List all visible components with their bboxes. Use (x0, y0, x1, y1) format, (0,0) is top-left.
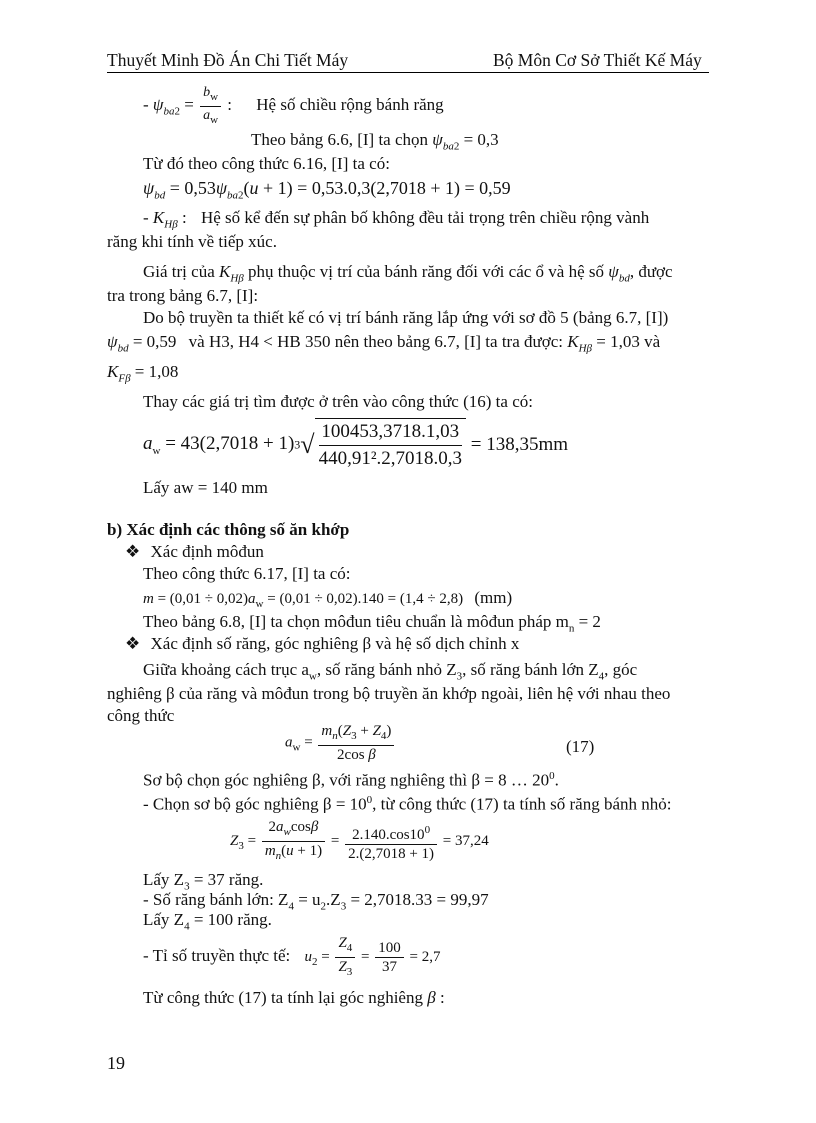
header-divider (107, 72, 709, 73)
eq17-label: (17) (566, 737, 595, 756)
giua-line-1: Giữa khoảng cách trục $a_w$, số răng bánh nhỏ $Z_3$, số răng bánh lớn $Z_4$, góc (143, 660, 638, 683)
section-b-heading: b) Xác định các thông số ăn khớp (107, 520, 350, 539)
aw-formula: $a_w = 43(2,7018 + 1)3√$ $\frac{100453,3718.1,03}{\text{440,91².2,7018.0,3}}$ = 138,35mm (143, 418, 568, 472)
bullet-modun: ❖ Xác định môđun (125, 542, 264, 561)
psi-bd-formula: $\psi_{bd} = 0,53\psi_{ba2}(u + 1) = 0,53.0,3(2,7018 + 1) = 0,59$ (143, 178, 511, 202)
lay-z3: Lấy $Z_3 = 37$ răng. (143, 870, 264, 893)
diamond-bullet-icon: ❖ (125, 634, 141, 653)
from-617-line: Theo công thức 6.17, [I] ta có: (143, 564, 351, 583)
chon-so-bo-line: - Chọn sơ bộ góc nghiêng $\beta = 10^0$, từ công thức (17) ta tính số răng bánh nhỏ: (143, 794, 672, 814)
ti-so-line: - Tỉ số truyền thực tế: $u_2$ = $\frac{Z_4}{Z_3}$ = $\frac{100}{37}$ = 2,7 (143, 935, 441, 978)
lay-z4: Lấy $Z_4 = 100$ răng. (143, 910, 272, 933)
giua-line-3: công thức (107, 706, 175, 725)
table68-line: Theo bảng 6.8, [I] ta chọn môđun tiêu chuẩn là môđun pháp $m_n = 2$ (143, 612, 601, 635)
bullet-so-rang: ❖ Xác định số răng, góc nghiêng β và hệ số dịch chỉnh x (125, 634, 520, 653)
khb-description: - $K_{H\beta}$ : Hệ số kể đến sự phân bố không đều tải trọng trên chiều rộng vành (143, 208, 650, 231)
page-number: 19 (107, 1053, 125, 1073)
do-bo-line-cont: $\psi_{bd} = 0,59$ và H3, H4 < HB 350 nên theo bảng 6.7, [I] ta tra được: $K_{H\beta} = 1,03$ và (107, 332, 661, 355)
header-right-title: Bộ Môn Cơ Sở Thiết Kế Máy (493, 50, 702, 70)
kfb-value: $K_{F\beta} = 1,08$ (107, 362, 179, 385)
z3-formula: $Z_3$ = $\frac{2a_w\cos\beta}{m_n(u + 1)}$ = $\frac{2.140.\cos 10^0}{2.(2,7018 + 1)}$ = 37,24 (230, 819, 489, 862)
so-rang-lon: - Số răng bánh lớn: $Z_4 = u_2.Z_3 = 2,7018.33 = 99,97$ (143, 890, 489, 913)
giua-line-2: nghiêng β của răng và môđun trong bộ truyền ăn khớp ngoài, liên hệ với nhau theo (107, 684, 671, 703)
tinh-lai-line: Từ công thức (17) ta tính lại góc nghiêng β : (143, 988, 445, 1007)
khb-value-line: Giá trị của $K_{H\beta}$ phụ thuộc vị trí của bánh răng đối với các ổ và hệ số $\psi_{bd}$, được (143, 262, 673, 285)
eq17-formula: $a_w$ = $\frac{m_n(Z_3 + Z_4)}{\text{2cos β}}$ (285, 722, 396, 764)
khb-description-cont: răng khi tính về tiếp xúc. (107, 232, 277, 251)
so-bo-line: Sơ bộ chọn góc nghiêng β, với răng nghiêng thì β = 8 … $20^0$. (143, 770, 559, 790)
thay-line: Thay các giá trị tìm được ở trên vào công thức (16) ta có: (143, 392, 533, 411)
khb-value-line-cont: tra trong bảng 6.7, [I]: (107, 286, 259, 305)
lay-aw: Lấy aw = 140 mm (143, 478, 268, 497)
table66-line: Theo bảng 6.6, [I] ta chọn $\psi_{ba2} = 0,3$ (251, 130, 499, 153)
psi-ba2-definition: - $\psi_{ba2}$ = $\frac{b_w}{a_w}$ : Hệ số chiều rộng bánh răng (143, 85, 444, 126)
do-bo-line: Do bộ truyền ta thiết kế có vị trí bánh răng lắp ứng với sơ đồ 5 (bảng 6.7, [I]) (143, 308, 669, 327)
diamond-bullet-icon: ❖ (125, 542, 141, 561)
m-formula: $m = (0,01 \div 0,02)a_w = (0,01 \div 0,02).140 = (1,4 \div 2,8)$ (mm) (143, 588, 513, 610)
from-616-line: Từ đó theo công thức 6.16, [I] ta có: (143, 154, 390, 173)
header-left-title: Thuyết Minh Đồ Án Chi Tiết Máy (107, 50, 349, 70)
